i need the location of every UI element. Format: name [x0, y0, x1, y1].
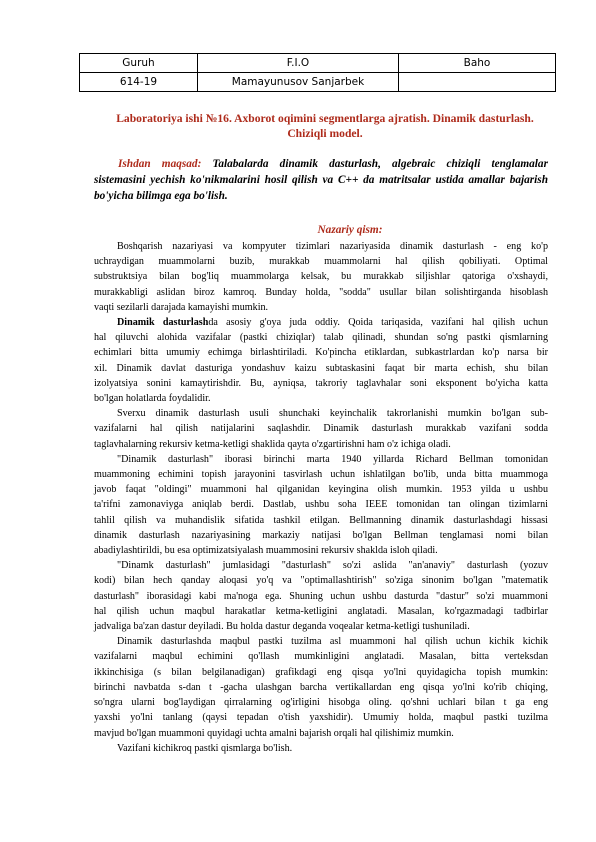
goal-line: sistemasini yechish ko'nikmalarini hosil qilish va C++ da matritsalar ustida amallar bajarish — [94, 174, 548, 186]
paragraph-line: mavjud bo'lgan muammoni quyidagi uchta amalni bajarish orqali hal qilishimiz mumkin. — [94, 727, 454, 739]
paragraph-line: bo'lgan holatlarda foydalidir. — [94, 393, 211, 405]
section-heading-text: Nazariy qism: — [317, 224, 383, 236]
paragraph-line: vazifalarni hal qilish natijalarini saqlashdir. Dinamik dasturlash murakkab vazifani sodda — [94, 423, 548, 435]
paragraph-line: dinamik dasturlash nazariyasining markaziy natijasi bo'lgan Bellman tenglamasi nomi bilan — [94, 529, 548, 541]
paragraph-line: xil. Dinamik davlat dasturiga yondashuv kaizu subtaskasini faqat bir marta echish, shu bilan — [94, 362, 548, 374]
paragraph-line: "Dinamk dasturlash" jumlasidagi "dasturlash" so'zi aslida "an'anaviy" dasturlash (yozuv — [117, 560, 548, 572]
paragraph-line: "Dinamik dasturlash" iborasi birinchi marta 1940 yillarda Richard Bellman tomonidan — [117, 453, 548, 465]
paragraph-line: uchraydigan muammolarni buzib, murakkab muammolarni hal qilish qobiliyati. Optimal — [94, 256, 548, 268]
paragraph — [94, 452, 548, 558]
cell-grade-value — [399, 73, 556, 92]
paragraph-line — [94, 315, 548, 330]
cell-fio-value: Mamayunusov Sanjarbek — [198, 73, 399, 92]
paragraph-line: kodi) bilan hech qanday aloqasi yo'q va "optimallashtirish" so'ziga sinonim bo'lgan "matematik — [94, 575, 548, 587]
paragraph-line: so'ngra ularni bog'laydigan qirralarning og'irligini hisobga oling. qo'shni uchlari bilan t ga eng — [94, 697, 548, 709]
table-header-row — [80, 54, 556, 73]
paragraph-line: muammoning echimini topish jarayonini tasvirlash uchun ishlatilgan bo'lib, unda bitta muammoga — [94, 469, 548, 481]
paragraph-line: izolyatsiya sonini kamaytirishdir. Bu, ayniqsa, takroriy taglavhalar soni eksponent bo'yicha katta — [94, 377, 548, 389]
paragraph-line: hal qiluvchi alohida vazifalar (pastki chiziqlar) talab qilinadi, shundan so'ng pastki qismlarning — [94, 332, 548, 344]
section-heading — [0, 224, 596, 236]
line-text: da asosiy g'oya juda oddiy. Qoida tariqasida, vazifani hal qilish uchun — [208, 317, 548, 329]
paragraph — [94, 406, 548, 452]
cell-group-value: 614-19 — [80, 73, 198, 92]
paragraph-line: abadiylashtirildi, bu esa optimizatsiyalash muammosini rekursiv shaklda isloh qiladi. — [94, 545, 438, 557]
paragraph — [94, 558, 548, 634]
header-cell-grade: Baho — [399, 54, 556, 73]
header-cell-group: Guruh — [80, 54, 198, 73]
paragraph-line: vazifalarni maqbul echimini qo'llash mumkinligini anglatadi. Masalan, bitta verteksdan — [94, 651, 548, 663]
goal-block — [94, 156, 548, 204]
paragraph-line: birinchi navbatda s-dan t -gacha ulashgan barcha vertikallardan eng qisqa yo'lni ko'rib chiqing, — [94, 681, 548, 693]
paragraph-line: dasturlash" iborasidagi kabi ma'noga ega. Shuning uchun ushbu dasturda "dastur" so'zi muammoni — [94, 590, 548, 602]
paragraph-line: substruktsiya bilan bog'liq muammolarga kelsak, bu murakkab siljishlar qatoriga o'xshaydi, — [94, 271, 548, 283]
lab-title-line: Laboratoriya ishi №16. Axborot oqimini segmentlarga ajratish. Dinamik dasturlash. — [116, 112, 534, 125]
header-cell-fio: F.I.O — [198, 54, 399, 73]
paragraph-line: taglavhalarning rekursiv ketma-ketligi shaklida qayta o'zgartirishni ham o'z ichiga oladi. — [94, 438, 451, 450]
bold-term: Dinamik dasturlash — [117, 317, 209, 329]
paragraph-line: echimlari bitta umumiy echimga birlashtiriladi. Ko'pincha etiklardan, subkastrlardan ko'p narsa bir — [94, 347, 548, 359]
goal-text: Talabalarda dinamik dasturlash, algebraic chiziqli tenglamalar — [212, 158, 548, 170]
paragraph-line: murakkabligi aslidan biroz kamroq. Bunday holda, "sodda" usullar bilan solishtirganda hisoblash — [94, 286, 548, 298]
paragraph-line: yaxshi yo'lni tanlang (qaysi tepadan o'tish yaxshidir). Umumiy holda, maqbul pastki tuzilma — [94, 712, 548, 724]
goal-line: bo'yicha bilimga ega bo'lish. — [94, 190, 228, 202]
paragraph — [94, 239, 548, 315]
paragraph-line: ikkinchisiga (s bilan belgilanadigan) grafikdagi eng qisqa yo'lni quyidagicha topish mumkin: — [94, 666, 548, 678]
paragraph-line: Vazifani kichikroq pastki qismlarga bo'lish. — [117, 742, 293, 754]
paragraph-line: Sverxu dinamik dasturlash usuli shunchaki keyinchalik takrorlanishi mumkin bo'lgan sub- — [117, 408, 548, 420]
paragraph — [94, 315, 548, 406]
paragraph-line: javob faqat "oldingi" muammoni hal qilganidan keyingina olish mumkin. 1953 yilda u ushbu — [94, 484, 548, 496]
lab-title-line: Chiziqli model. — [287, 127, 363, 140]
student-info-table — [79, 53, 556, 92]
table-row — [80, 73, 556, 92]
paragraph-line: Boshqarish nazariyasi va kompyuter tizimlari nazariyasida dinamik dasturlash - eng ko'p — [117, 241, 548, 252]
goal-label: Ishdan maqsad: — [118, 158, 202, 170]
theory-body — [94, 239, 548, 756]
paragraph-line: Dinamik dasturlashda maqbul pastki tuzilma asl muammoni hal qilish uchun kichik kichik — [117, 636, 548, 648]
paragraph-line: tahlil qilish va muhandislik sifatida tashkil etilgan. Bellmanning dinamik dasturlashdagi hissasi — [94, 514, 548, 526]
lab-title — [100, 111, 550, 141]
paragraph-line: ta'rifni zamonaviyga aniqlab berdi. Dastlab, ushbu soha IEEE tomonidan tan olingan tizimlarni — [94, 499, 548, 511]
paragraph-line: jadvaliga ba'zan dastur deyiladi. Bu holda dastur deganda voqealar ketma-ketligi tushuniladi. — [94, 621, 470, 633]
paragraph-line: hal qilish uchun maqbul harakatlar ketma-ketligini anglatadi. Masalan, ko'rgazmadagi tadbirlar — [94, 605, 548, 617]
paragraph — [94, 634, 548, 740]
paragraph-line: vaqti sezilarli darajada kamayishi mumkin. — [94, 301, 269, 313]
goal-line — [94, 156, 548, 172]
paragraph — [94, 741, 548, 756]
